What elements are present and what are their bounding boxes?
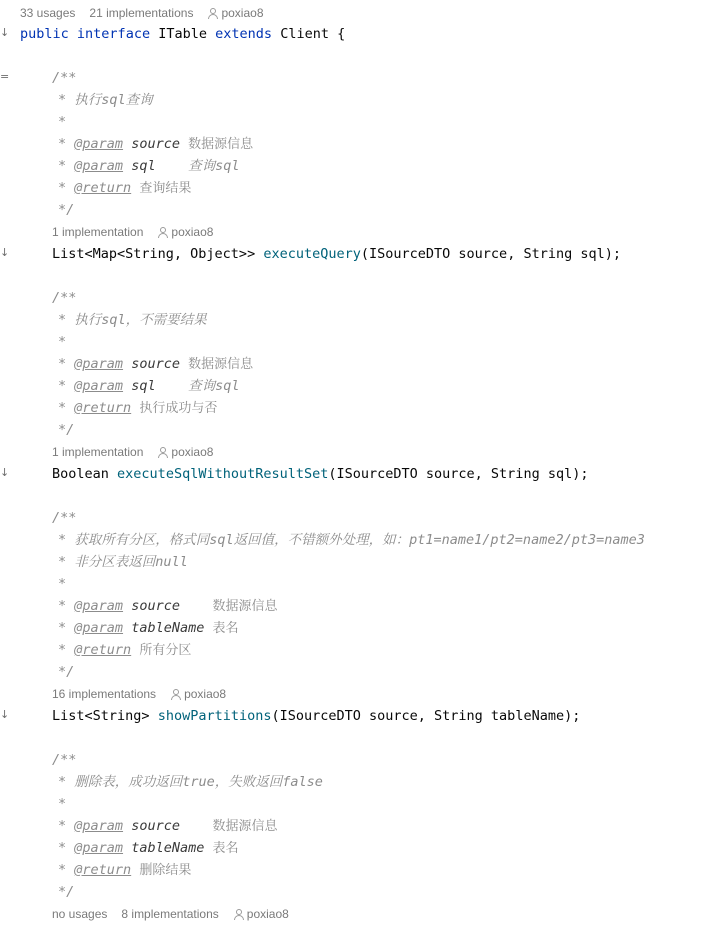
method-hint — [0, 441, 719, 463]
implementations-link[interactable]: 1 implementation — [52, 445, 144, 459]
param-desc: 数据源信息 — [188, 356, 254, 371]
doc-desc-text: 执行sql，不需要结果 — [74, 312, 207, 328]
param-desc: 表名 — [212, 840, 239, 855]
param-desc: 表名 — [212, 620, 239, 635]
param-name: source — [131, 598, 180, 614]
author-link[interactable]: poxiao8 — [171, 445, 214, 459]
doc-comment-close: */ — [58, 422, 75, 438]
return-desc: 删除结果 — [139, 862, 192, 877]
doc-comment-blank: * — [58, 114, 67, 130]
keyword-extends: extends — [215, 26, 273, 42]
method-signature: (ISourceDTO source, String sql); — [328, 466, 589, 482]
implemented-gutter-icon[interactable]: ↓ — [0, 26, 10, 39]
param-tag: @param — [74, 356, 124, 372]
param-desc: 查询sql — [188, 378, 240, 394]
method-declaration — [0, 243, 719, 265]
doc-desc-text: 删除表，成功返回true，失败返回false — [74, 774, 323, 790]
method-hint — [0, 221, 719, 243]
doc-comment-blank: * — [58, 334, 67, 350]
doc-desc-text: 非分区表返回null — [74, 554, 188, 570]
param-name: sql — [131, 378, 156, 394]
return-tag: @return — [74, 180, 132, 196]
doc-param-line: * @param source 数据源信息 — [58, 818, 278, 834]
param-tag: @param — [74, 818, 124, 834]
return-desc: 所有分区 — [139, 642, 192, 657]
author-icon — [157, 447, 167, 457]
implementations-link[interactable]: 8 implementations — [121, 907, 219, 921]
method-name[interactable]: executeQuery — [263, 246, 361, 262]
doc-comment-open: /** — [52, 752, 77, 768]
return-desc: 执行成功与否 — [139, 400, 218, 415]
doc-param-line: * @param sql 查询sql — [58, 158, 240, 174]
author-link[interactable]: poxiao8 — [246, 907, 289, 921]
doc-comment-desc: * 获取所有分区，格式同sql返回值，不错额外处理，如：pt1=name1/pt2=name2/pt3=name3 — [58, 532, 645, 548]
param-name: sql — [131, 158, 156, 174]
param-desc: 数据源信息 — [212, 818, 278, 833]
fold-gutter-icon[interactable]: = — [0, 70, 10, 83]
return-tag: @return — [74, 400, 132, 416]
return-tag: @return — [74, 862, 132, 878]
interface-name[interactable]: ITable — [158, 26, 207, 42]
doc-param-line: * @param source 数据源信息 — [58, 356, 254, 372]
implementations-link[interactable]: 16 implementations — [52, 687, 157, 701]
doc-desc-text: 执行sql查询 — [74, 92, 153, 108]
open-brace: { — [337, 26, 346, 42]
usages-link[interactable]: no usages — [52, 907, 108, 921]
author-icon — [233, 909, 243, 919]
interface-declaration — [0, 23, 719, 45]
return-type: List<Map<String, Object>> — [52, 246, 256, 262]
doc-comment-open: /** — [52, 70, 77, 86]
implemented-gutter-icon[interactable]: ↓ — [0, 466, 10, 479]
usages-link[interactable]: 33 usages — [20, 6, 76, 20]
doc-comment-close: */ — [58, 884, 75, 900]
author-link[interactable]: poxiao8 — [184, 687, 227, 701]
keyword-interface: interface — [76, 26, 151, 42]
doc-comment-blank: * — [58, 576, 67, 592]
doc-param-line: * @param sql 查询sql — [58, 378, 240, 394]
implemented-gutter-icon[interactable]: ↓ — [0, 246, 10, 259]
method-declaration — [0, 705, 719, 727]
keyword-public: public — [20, 26, 69, 42]
author-icon — [207, 8, 217, 18]
method-hint — [0, 683, 719, 705]
param-name: source — [131, 356, 180, 372]
param-tag: @param — [74, 620, 124, 636]
param-desc: 数据源信息 — [212, 598, 278, 613]
doc-comment-close: */ — [58, 202, 75, 218]
implementations-link[interactable]: 21 implementations — [89, 6, 194, 20]
return-tag: @return — [74, 642, 132, 658]
file-usage-hint — [0, 2, 719, 24]
doc-desc-text: 获取所有分区，格式同sql返回值，不错额外处理，如：pt1=name1/pt2=name2/pt3=name3 — [74, 532, 645, 548]
return-type: List<String> — [52, 708, 150, 724]
param-desc: 数据源信息 — [188, 136, 254, 151]
method-declaration — [0, 463, 719, 485]
param-tag: @param — [74, 840, 124, 856]
doc-comment-desc: * 删除表，成功返回true，失败返回false — [58, 774, 323, 790]
doc-comment-desc: * 非分区表返回null — [58, 554, 188, 570]
method-signature: (ISourceDTO source, String sql); — [360, 246, 621, 262]
return-type: Boolean — [52, 466, 109, 482]
doc-comment-blank: * — [58, 796, 67, 812]
doc-return-line: * @return 查询结果 — [58, 180, 192, 196]
param-name: tableName — [131, 840, 205, 856]
doc-param-line: * @param tableName 表名 — [58, 840, 239, 856]
param-name: source — [131, 136, 180, 152]
doc-return-line: * @return 所有分区 — [58, 642, 192, 658]
method-signature: (ISourceDTO source, String tableName); — [271, 708, 581, 724]
implementations-link[interactable]: 1 implementation — [52, 225, 144, 239]
param-tag: @param — [74, 598, 124, 614]
author-icon — [170, 689, 180, 699]
author-link[interactable]: poxiao8 — [171, 225, 214, 239]
param-name: source — [131, 818, 180, 834]
parent-interface-name[interactable]: Client — [280, 26, 329, 42]
param-tag: @param — [74, 136, 124, 152]
doc-comment-open: /** — [52, 290, 77, 306]
method-name[interactable]: executeSqlWithoutResultSet — [117, 466, 329, 482]
doc-return-line: * @return 删除结果 — [58, 862, 192, 878]
implemented-gutter-icon[interactable]: ↓ — [0, 708, 10, 721]
param-name: tableName — [131, 620, 205, 636]
param-tag: @param — [74, 158, 124, 174]
author-link[interactable]: poxiao8 — [221, 6, 264, 20]
param-tag: @param — [74, 378, 124, 394]
doc-return-line: * @return 执行成功与否 — [58, 400, 218, 416]
doc-comment-desc: * 执行sql查询 — [58, 92, 153, 108]
param-desc: 查询sql — [188, 158, 240, 174]
doc-comment-desc: * 执行sql，不需要结果 — [58, 312, 207, 328]
return-desc: 查询结果 — [139, 180, 192, 195]
doc-param-line: * @param source 数据源信息 — [58, 136, 254, 152]
doc-param-line: * @param source 数据源信息 — [58, 598, 278, 614]
method-hint — [0, 903, 719, 925]
doc-comment-close: */ — [58, 664, 75, 680]
author-icon — [157, 227, 167, 237]
doc-param-line: * @param tableName 表名 — [58, 620, 239, 636]
doc-comment-open: /** — [52, 510, 77, 526]
method-name[interactable]: showPartitions — [157, 708, 272, 724]
